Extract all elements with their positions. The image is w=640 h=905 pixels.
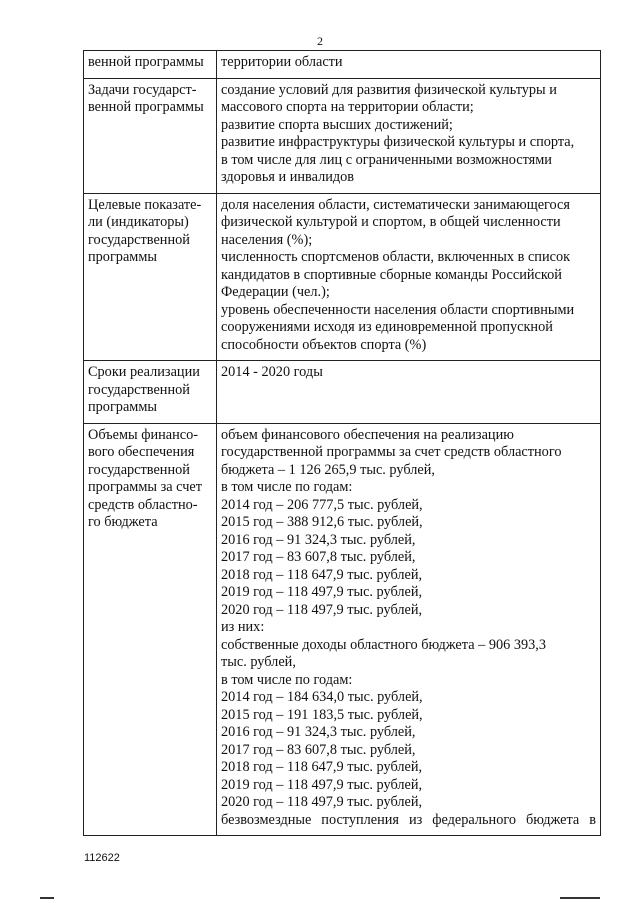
scan-mark-right xyxy=(560,897,600,899)
content-line: физической культурой и спортом, в общей численности xyxy=(221,214,561,230)
content-line: государственной программы за счет средств областного xyxy=(221,444,562,460)
content-line: собственные доходы областного бюджета – 906 393,3 xyxy=(221,636,547,653)
content-line: объем финансового обеспечения на реализацию xyxy=(221,426,514,443)
content-line: 2020 год – 118 497,9 тыс. рублей, xyxy=(221,601,423,618)
content-line: 2018 год – 118 647,9 тыс. рублей, xyxy=(221,759,423,775)
content-line: тыс. рублей, xyxy=(221,654,296,670)
label-line: Задачи государст- xyxy=(88,81,197,98)
row-label-cell xyxy=(84,423,217,836)
content-line: способности объектов спорта (%) xyxy=(221,336,427,353)
row-label-cell xyxy=(84,78,217,193)
document-code: 112622 xyxy=(84,852,120,864)
content-line: развитие спорта высших достижений; xyxy=(221,116,453,133)
row-label-cell xyxy=(84,361,217,424)
content-line: 2015 год – 191 183,5 тыс. рублей, xyxy=(221,706,423,723)
label-line: ли (индикаторы) xyxy=(88,214,189,230)
content-line: в том числе по годам: xyxy=(221,479,353,495)
content-line: 2015 год – 388 912,6 тыс. рублей, xyxy=(221,514,423,530)
label-line: Сроки реализации xyxy=(88,364,200,380)
content-line: населения (%); xyxy=(221,231,313,248)
table-row xyxy=(84,423,601,836)
label-line: Целевые показате- xyxy=(88,196,202,213)
content-line: 2020 год – 118 497,9 тыс. рублей, xyxy=(221,794,423,810)
label-line: средств областно- xyxy=(88,496,198,513)
content-line: создание условий для развития физической культуры и xyxy=(221,81,557,98)
label-line: программы xyxy=(88,249,158,265)
content-line: массового спорта на территории области; xyxy=(221,99,474,115)
content-line: доля населения области, систематически занимающегося xyxy=(221,196,570,213)
label-line: программы xyxy=(88,399,158,415)
content-line: уровень обеспеченности населения области спортивными xyxy=(221,301,575,318)
program-passport-table xyxy=(83,50,601,836)
table-row xyxy=(84,193,601,361)
label-line: венной программы xyxy=(88,99,204,115)
content-line: территории области xyxy=(221,54,343,70)
label-line: Объемы финансо- xyxy=(88,426,199,443)
row-content-cell xyxy=(217,51,601,79)
content-line: здоровья и инвалидов xyxy=(221,169,355,185)
content-line: 2016 год – 91 324,3 тыс. рублей, xyxy=(221,724,416,740)
content-line: в том числе для лиц с ограниченными возможностями xyxy=(221,151,552,168)
content-line: Федерации (чел.); xyxy=(221,284,330,300)
content-line: сооружениями исходя из единовременной пропускной xyxy=(221,319,553,335)
row-label-cell xyxy=(84,193,217,361)
content-line: 2017 год – 83 607,8 тыс. рублей, xyxy=(221,741,416,758)
label-line: венной программы xyxy=(88,54,204,70)
page-number: 2 xyxy=(317,34,323,48)
content-line: в том числе по годам: xyxy=(221,671,353,688)
row-content-cell xyxy=(217,423,601,836)
content-line: кандидатов в спортивные сборные команды Российской xyxy=(221,266,562,283)
content-line: численность спортсменов области, включенных в список xyxy=(221,249,571,265)
row-label-cell xyxy=(84,51,217,79)
label-line: государственной xyxy=(88,461,190,478)
content-line: 2014 год – 184 634,0 тыс. рублей, xyxy=(221,689,423,705)
table-row xyxy=(84,361,601,424)
row-content-cell xyxy=(217,361,601,424)
content-line: бюджета – 1 126 265,9 тыс. рублей, xyxy=(221,461,435,478)
content-line: 2019 год – 118 497,9 тыс. рублей, xyxy=(221,584,423,600)
row-content-cell xyxy=(217,78,601,193)
content-line: 2014 год – 206 777,5 тыс. рублей, xyxy=(221,496,423,513)
content-line: 2019 год – 118 497,9 тыс. рублей, xyxy=(221,776,423,793)
label-line: государственной xyxy=(88,381,190,398)
label-line: государственной xyxy=(88,231,190,248)
table-row xyxy=(84,51,601,79)
label-line: программы за счет xyxy=(88,479,202,495)
content-line: 2016 год – 91 324,3 тыс. рублей, xyxy=(221,531,416,548)
content-line: безвозмездные поступления из федерального бюджета в xyxy=(221,811,596,828)
row-content-cell xyxy=(217,193,601,361)
content-line: развитие инфраструктуры физической культуры и спорта, xyxy=(221,134,575,150)
table-row xyxy=(84,78,601,193)
content-line: 2017 год – 83 607,8 тыс. рублей, xyxy=(221,549,416,565)
label-line: го бюджета xyxy=(88,514,158,530)
content-line: из них: xyxy=(221,619,265,635)
content-line: 2014 - 2020 годы xyxy=(221,364,323,380)
scan-mark-left xyxy=(40,897,54,899)
label-line: вого обеспечения xyxy=(88,444,195,460)
content-line: 2018 год – 118 647,9 тыс. рублей, xyxy=(221,566,423,583)
